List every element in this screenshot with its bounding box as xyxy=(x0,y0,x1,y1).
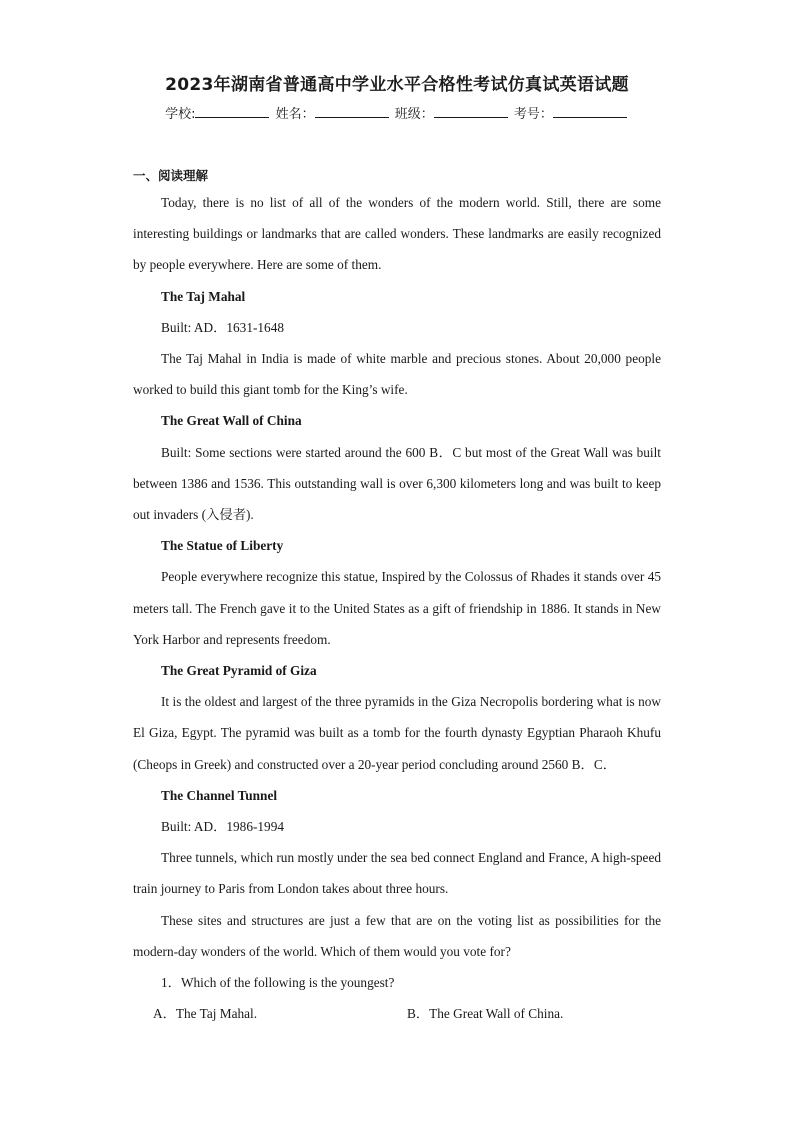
section-title: 一、阅读理解 xyxy=(133,168,209,183)
option-b[interactable]: B．The Great Wall of China. xyxy=(407,1006,564,1022)
taj-built: Built: AD．1631-1648 xyxy=(161,319,285,335)
question-stem: 1．Which of the following is the youngest? xyxy=(161,975,395,991)
student-info-row xyxy=(0,103,794,122)
question-options xyxy=(133,998,661,1029)
liberty-heading: The Statue of Liberty xyxy=(161,538,284,554)
school-label: 学校: xyxy=(165,107,196,122)
wall-text: Built: Some sections were started around the 600 B．C but most of the Great Wall was built between 1386 and 1536. This outstanding wall is over 6,300 kilometers long and was built to keep out invaders (入侵者). xyxy=(133,444,661,523)
class-label: 班级： xyxy=(394,107,434,122)
passage-closing: These sites and structures are just a few that are on the voting list as possibilities for the modern-day wonders of the world. Which of them would you vote for? xyxy=(133,912,661,959)
taj-heading: The Taj Mahal xyxy=(161,288,246,304)
passage-intro: Today, there is no list of all of the wonders of the modern world. Still, there are some interesting buildings or landmarks that are called wonders. These landmarks are easily recognized by people everywhere. Here are some of them. xyxy=(133,195,661,273)
tunnel-heading: The Channel Tunnel xyxy=(161,787,278,803)
class-blank xyxy=(434,105,508,118)
exam-title: 2023年湖南省普通高中学业水平合格性考试仿真试英语试题 xyxy=(165,75,629,95)
tunnel-text: Three tunnels, which run mostly under the sea bed connect England and France, A high-speed train journey to Paris from London takes about three hours. xyxy=(133,850,661,897)
number-blank xyxy=(553,105,627,118)
liberty-text: People everywhere recognize this statue, Inspired by the Colossus of Rhades it stands over 45 meters tall. The French gave it to the United States as a gift of friendship in 1886. It stands in New York Harbor and represents freedom. xyxy=(133,569,661,647)
school-blank xyxy=(195,105,269,118)
name-blank xyxy=(315,105,389,118)
name-label: 姓名： xyxy=(275,107,315,122)
option-a[interactable]: A．The Taj Mahal. xyxy=(153,1006,258,1022)
reading-passage xyxy=(133,187,661,1029)
wall-heading: The Great Wall of China xyxy=(161,413,302,429)
pyramid-heading: The Great Pyramid of Giza xyxy=(161,663,317,679)
taj-text: The Taj Mahal in India is made of white marble and precious stones. About 20,000 people worked to build this giant tomb for the King’s wife. xyxy=(133,351,661,398)
tunnel-built: Built: AD．1986-1994 xyxy=(161,819,285,835)
number-label: 考号： xyxy=(513,107,553,122)
pyramid-text: It is the oldest and largest of the three pyramids in the Giza Necropolis bordering what is now El Giza, Egypt. The pyramid was built as a tomb for the fourth dynasty Egyptian Pharaoh Khufu (Cheops in Greek) and constructed over a 20-year period concluding around 2560 B．C． xyxy=(133,694,661,772)
